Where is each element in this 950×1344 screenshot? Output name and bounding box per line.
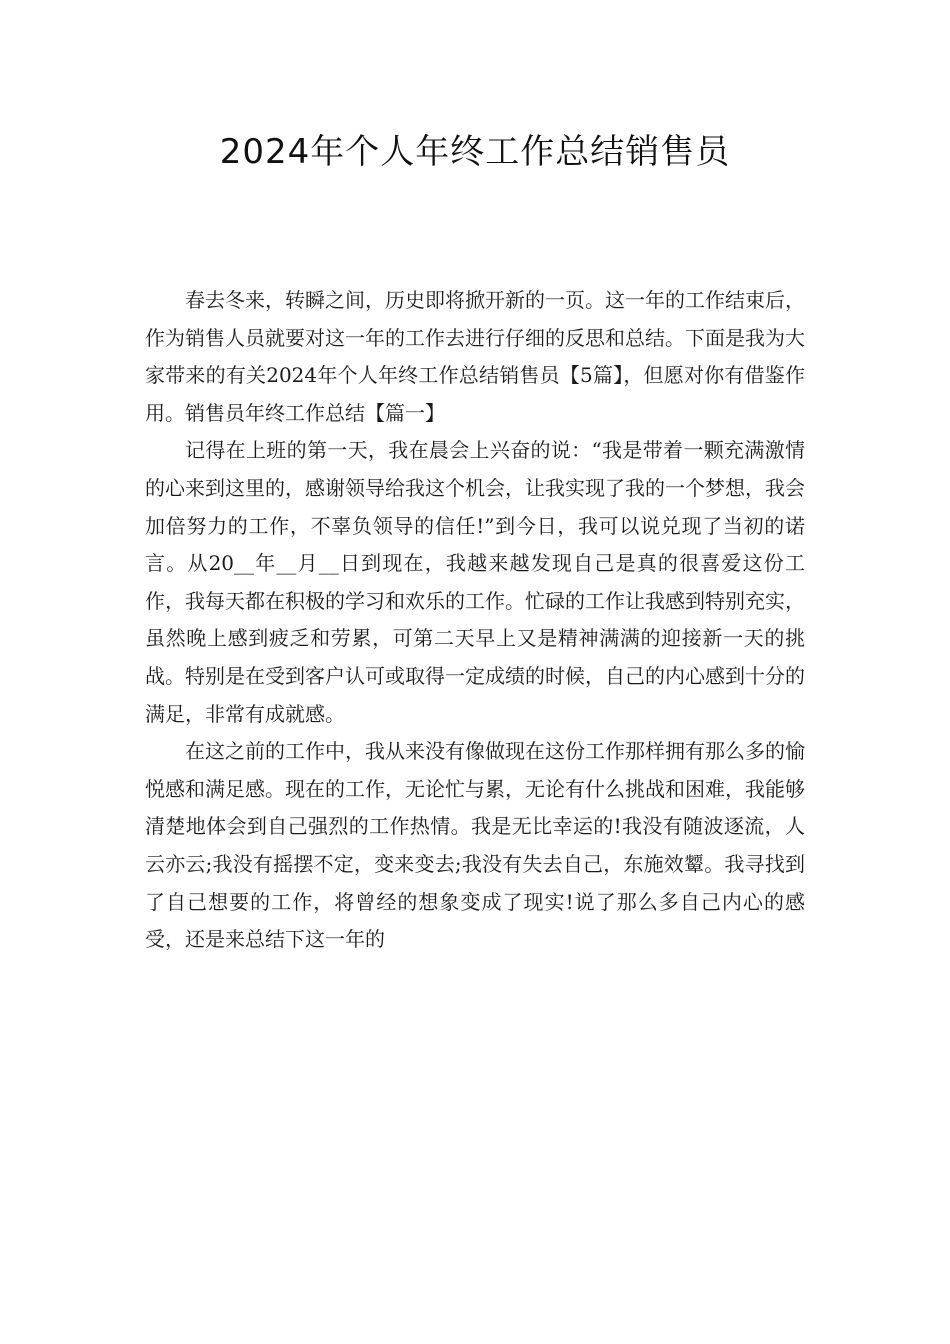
document-body xyxy=(145,282,805,959)
paragraph-before: 在这之前的工作中，我从来没有像做现在这份工作那样拥有那么多的愉悦感和满足感。现在的工作，无论忙与累，无论有什么挑战和困难，我能够清楚地体会到自己强烈的工作热情。我是无比幸运的!我没有随波逐流，人云亦云;我没有摇摆不定，变来变去;我没有失去自己，东施效颦。我寻找到了自己想要的工作，将曾经的想象变成了现实!说了那么多自己内心的感受，还是来总结下这一年的 xyxy=(145,739,805,952)
paragraph-intro: 春去冬来，转瞬之间，历史即将掀开新的一页。这一年的工作结束后，作为销售人员就要对这一年的工作去进行仔细的反思和总结。下面是我为大家带来的有关2024年个人年终工作总结销售员【5篇】，但愿对你有借鉴作用。销售员年终工作总结【篇一】 xyxy=(145,288,805,425)
document-title: 2024年个人年终工作总结销售员 xyxy=(219,132,731,172)
paragraph-first-day: 记得在上班的第一天，我在晨会上兴奋的说：“我是带着一颗充满激情的心来到这里的，感谢领导给我这个机会，让我实现了我的一个梦想，我会加倍努力的工作，不辜负领导的信任!”到今日，我可以说兑现了当初的诺言。从20__年__月__日到现在，我越来越发现自己是真的很喜爱这份工作，我每天都在积极的学习和欢乐的工作。忙碌的工作让我感到特别充实，虽然晚上感到疲乏和劳累，可第二天早上又是精神满满的迎接新一天的挑战。特别是在受到客户认可或取得一定成绩的时候，自己的内心感到十分的满足，非常有成就感。 xyxy=(145,438,805,726)
